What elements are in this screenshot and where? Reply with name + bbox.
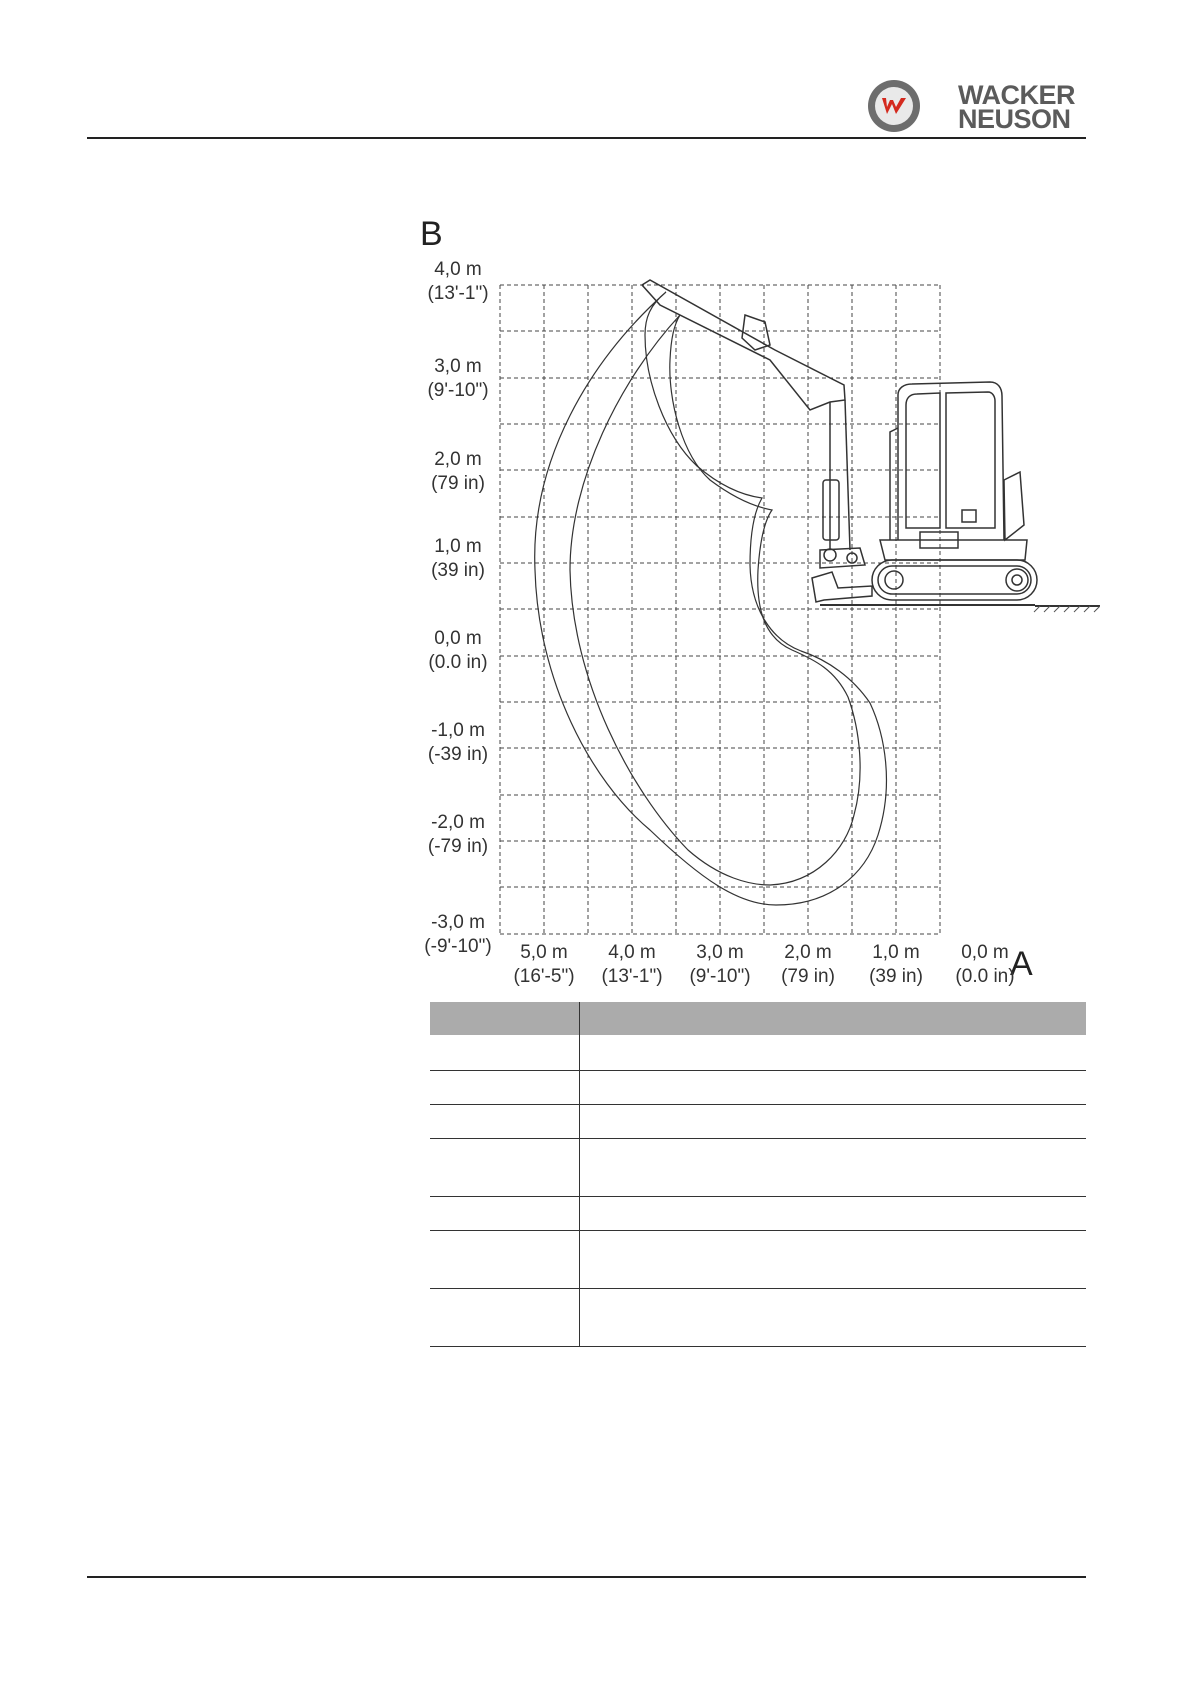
table-cell	[580, 1196, 1087, 1230]
diagram-grid	[500, 285, 940, 934]
table-cell	[430, 1196, 580, 1230]
table-row	[430, 1196, 1086, 1230]
table-cell	[580, 1035, 1087, 1070]
x-tick-label: (0.0 in)	[955, 966, 1015, 987]
table-cell	[430, 1070, 580, 1104]
y-tick-label: 1,0 m	[434, 536, 482, 557]
y-tick-label: (0.0 in)	[428, 652, 488, 673]
x-tick-label: (9'-10")	[689, 966, 751, 987]
x-tick-label: 3,0 m	[696, 942, 744, 963]
table-row	[430, 1104, 1086, 1138]
y-tick-label: 4,0 m	[434, 259, 482, 280]
table-header-cell	[430, 1002, 580, 1035]
table-cell	[580, 1070, 1087, 1104]
y-tick-label: (13'-1")	[427, 283, 489, 304]
x-tick-label: 2,0 m	[784, 942, 832, 963]
table-header-row	[430, 1002, 1086, 1035]
x-tick-label: (39 in)	[869, 966, 923, 987]
y-tick-label: (39 in)	[431, 560, 485, 581]
brand-wordmark	[958, 80, 1075, 134]
x-axis-tick-labels	[513, 942, 1014, 987]
x-tick-label: 0,0 m	[961, 942, 1009, 963]
excavator-illustration	[642, 280, 1100, 612]
table-row	[430, 1288, 1086, 1346]
brand-line-1: WACKER	[958, 80, 1075, 110]
working-range-diagram	[420, 210, 1100, 990]
spec-table	[430, 1002, 1086, 1347]
inner-reach-envelope	[570, 315, 860, 885]
table-row	[430, 1230, 1086, 1288]
y-tick-label: (-9'-10")	[424, 936, 492, 957]
x-tick-label: 1,0 m	[872, 942, 920, 963]
x-tick-label: (16'-5")	[513, 966, 575, 987]
header-rule	[87, 137, 1086, 139]
y-tick-label: (79 in)	[431, 473, 485, 494]
y-tick-label: -1,0 m	[431, 720, 485, 741]
x-tick-label: (13'-1")	[601, 966, 663, 987]
y-tick-label: -3,0 m	[431, 912, 485, 933]
y-tick-label: 3,0 m	[434, 356, 482, 377]
table-header-cell	[580, 1002, 1087, 1035]
brand-line-2: NEUSON	[958, 104, 1071, 134]
table-cell	[430, 1230, 580, 1288]
x-tick-label: 5,0 m	[520, 942, 568, 963]
table-cell	[580, 1230, 1087, 1288]
x-tick-label: 4,0 m	[608, 942, 656, 963]
table-cell	[430, 1138, 580, 1196]
y-axis-tick-labels	[424, 259, 491, 957]
y-tick-label: -2,0 m	[431, 812, 485, 833]
table-cell	[580, 1138, 1087, 1196]
table-cell	[430, 1288, 580, 1346]
y-tick-label: (-39 in)	[427, 744, 489, 765]
table-row	[430, 1035, 1086, 1070]
table-cell	[580, 1104, 1087, 1138]
y-tick-label: 0,0 m	[434, 628, 482, 649]
brand-logo-icon	[866, 78, 922, 134]
table-row	[430, 1138, 1086, 1196]
axis-label-a: A	[1010, 945, 1033, 983]
x-tick-label: (79 in)	[781, 966, 835, 987]
footer-rule	[87, 1576, 1086, 1578]
y-tick-label: (9'-10")	[427, 380, 489, 401]
table-row	[430, 1070, 1086, 1104]
y-tick-label: (-79 in)	[427, 836, 489, 857]
y-tick-label: 2,0 m	[434, 449, 482, 470]
table-cell	[430, 1035, 580, 1070]
table-cell	[430, 1104, 580, 1138]
table-cell	[580, 1288, 1087, 1346]
axis-label-b: B	[420, 215, 443, 253]
